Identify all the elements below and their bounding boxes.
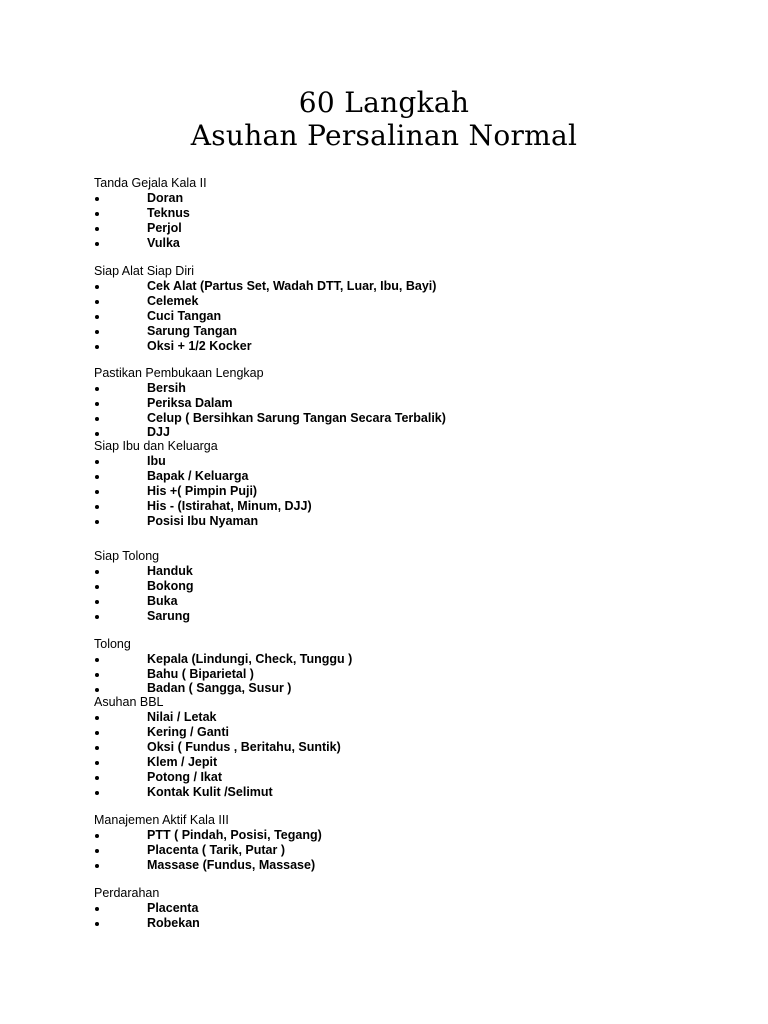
bullet-icon: [95, 570, 99, 574]
section-tolong: [94, 637, 714, 695]
bullet-list: [94, 279, 714, 354]
list-item-text: Buka: [147, 594, 178, 608]
bullet-icon: [95, 716, 99, 720]
list-item-text: Celemek: [147, 294, 199, 308]
list-item-text: Posisi Ibu Nyaman: [147, 514, 259, 528]
list-item-text: Bokong: [147, 579, 194, 593]
bullet-icon: [95, 776, 99, 780]
list-item: [94, 652, 714, 667]
list-item: [94, 411, 714, 426]
list-item: [94, 858, 714, 873]
bullet-icon: [95, 791, 99, 795]
section-asuhan-bbl: [94, 695, 714, 800]
list-item-text: Massase (Fundus, Massase): [147, 858, 316, 872]
list-item: [94, 785, 714, 800]
bullet-icon: [95, 615, 99, 619]
bullet-icon: [95, 585, 99, 589]
bullet-icon: [95, 600, 99, 604]
list-item-text: Doran: [147, 191, 184, 205]
list-item-text: Potong / Ikat: [147, 770, 222, 784]
bullet-list: [94, 191, 714, 251]
bullet-icon: [95, 688, 99, 692]
section-heading: Manajemen Aktif Kala III: [94, 813, 229, 827]
list-item-text: Ibu: [147, 454, 166, 468]
list-item-text: Placenta: [147, 901, 199, 915]
section-siap-ibu: [94, 439, 714, 529]
bullet-icon: [95, 731, 99, 735]
list-item: [94, 191, 714, 206]
bullet-icon: [95, 746, 99, 750]
list-item: [94, 221, 714, 236]
list-item-text: Badan ( Sangga, Susur ): [147, 681, 292, 695]
document-title: [0, 86, 768, 152]
bullet-icon: [95, 658, 99, 662]
list-item: [94, 594, 714, 609]
bullet-icon: [95, 300, 99, 304]
bullet-icon: [95, 864, 99, 868]
list-item-text: Nilai / Letak: [147, 710, 217, 724]
list-item-text: Klem / Jepit: [147, 755, 218, 769]
list-item: [94, 279, 714, 294]
list-item-text: Cek Alat (Partus Set, Wadah DTT, Luar, Ibu, Bayi): [147, 279, 437, 293]
list-item: [94, 740, 714, 755]
list-item: [94, 499, 714, 514]
document-content: [94, 176, 714, 931]
bullet-icon: [95, 330, 99, 334]
list-item: [94, 843, 714, 858]
bullet-icon: [95, 285, 99, 289]
bullet-icon: [95, 197, 99, 201]
list-item-text: His - (Istirahat, Minum, DJJ): [147, 499, 312, 513]
bullet-icon: [95, 432, 99, 436]
list-item-text: DJJ: [147, 425, 170, 439]
section-pastikan-pembukaan: [94, 366, 714, 439]
bullet-icon: [95, 505, 99, 509]
section-heading: Siap Ibu dan Keluarga: [94, 439, 218, 453]
bullet-list: [94, 652, 714, 695]
list-item: [94, 682, 714, 695]
list-item-text: Bahu ( Biparietal ): [147, 667, 254, 681]
list-item: [94, 828, 714, 843]
list-item-text: Celup ( Bersihkan Sarung Tangan Secara Terbalik): [147, 411, 446, 425]
list-item: [94, 579, 714, 594]
bullet-icon: [95, 417, 99, 421]
list-item-text: Vulka: [147, 236, 180, 250]
list-item: [94, 206, 714, 221]
bullet-list: [94, 828, 714, 873]
bullet-icon: [95, 460, 99, 464]
bullet-icon: [95, 849, 99, 853]
section-heading: Asuhan BBL: [94, 695, 164, 709]
bullet-list: [94, 454, 714, 529]
list-item: [94, 564, 714, 579]
bullet-icon: [95, 387, 99, 391]
list-item-text: His +( Pimpin Puji): [147, 484, 258, 498]
list-item: [94, 710, 714, 725]
bullet-icon: [95, 922, 99, 926]
list-item-text: Bapak / Keluarga: [147, 469, 249, 483]
list-item: [94, 484, 714, 499]
list-item-text: Oksi + 1/2 Kocker: [147, 339, 252, 353]
list-item-text: Teknus: [147, 206, 190, 220]
list-item-text: Kepala (Lindungi, Check, Tunggu ): [147, 652, 353, 666]
section-heading: Perdarahan: [94, 886, 160, 900]
bullet-icon: [95, 475, 99, 479]
bullet-icon: [95, 490, 99, 494]
section-siap-alat: [94, 264, 714, 354]
list-item: [94, 725, 714, 740]
section-siap-tolong: [94, 549, 714, 624]
list-item-text: Cuci Tangan: [147, 309, 222, 323]
list-item-text: Periksa Dalam: [147, 396, 233, 410]
list-item: [94, 324, 714, 339]
section-heading: Tolong: [94, 637, 131, 651]
bullet-list: [94, 381, 714, 439]
bullet-list: [94, 901, 714, 931]
bullet-icon: [95, 212, 99, 216]
title-line-1: 60 Langkah: [298, 86, 470, 119]
section-heading: Tanda Gejala Kala II: [94, 176, 207, 190]
list-item: [94, 426, 714, 439]
bullet-icon: [95, 761, 99, 765]
list-item: [94, 236, 714, 251]
list-item: [94, 294, 714, 309]
bullet-list: [94, 710, 714, 800]
list-item: [94, 514, 714, 529]
list-item: [94, 609, 714, 624]
section-heading: Siap Alat Siap Diri: [94, 264, 195, 278]
list-item-text: Kontak Kulit /Selimut: [147, 785, 273, 799]
list-item-text: PTT ( Pindah, Posisi, Tegang): [147, 828, 322, 842]
list-item-text: Bersih: [147, 381, 186, 395]
bullet-icon: [95, 520, 99, 524]
list-item-text: Robekan: [147, 916, 200, 930]
bullet-icon: [95, 227, 99, 231]
section-manajemen-aktif: [94, 813, 714, 873]
list-item: [94, 916, 714, 931]
list-item: [94, 469, 714, 484]
list-item-text: Placenta ( Tarik, Putar ): [147, 843, 286, 857]
section-heading: Pastikan Pembukaan Lengkap: [94, 366, 264, 380]
list-item: [94, 770, 714, 785]
list-item: [94, 381, 714, 396]
list-item: [94, 309, 714, 324]
bullet-icon: [95, 907, 99, 911]
list-item-text: Perjol: [147, 221, 182, 235]
list-item: [94, 667, 714, 682]
list-item-text: Sarung: [147, 609, 191, 623]
bullet-icon: [95, 402, 99, 406]
list-item-text: Handuk: [147, 564, 193, 578]
list-item: [94, 339, 714, 354]
bullet-icon: [95, 315, 99, 319]
list-item-text: Kering / Ganti: [147, 725, 229, 739]
list-item: [94, 755, 714, 770]
section-heading: Siap Tolong: [94, 549, 160, 563]
title-line-2: Asuhan Persalinan Normal: [190, 119, 578, 152]
bullet-icon: [95, 345, 99, 349]
list-item-text: Sarung Tangan: [147, 324, 238, 338]
list-item: [94, 901, 714, 916]
list-item: [94, 454, 714, 469]
bullet-icon: [95, 834, 99, 838]
list-item-text: Oksi ( Fundus , Beritahu, Suntik): [147, 740, 341, 754]
section-tanda-gejala: [94, 176, 714, 251]
bullet-list: [94, 564, 714, 624]
bullet-icon: [95, 673, 99, 677]
list-item: [94, 396, 714, 411]
section-perdarahan: [94, 886, 714, 931]
bullet-icon: [95, 242, 99, 246]
